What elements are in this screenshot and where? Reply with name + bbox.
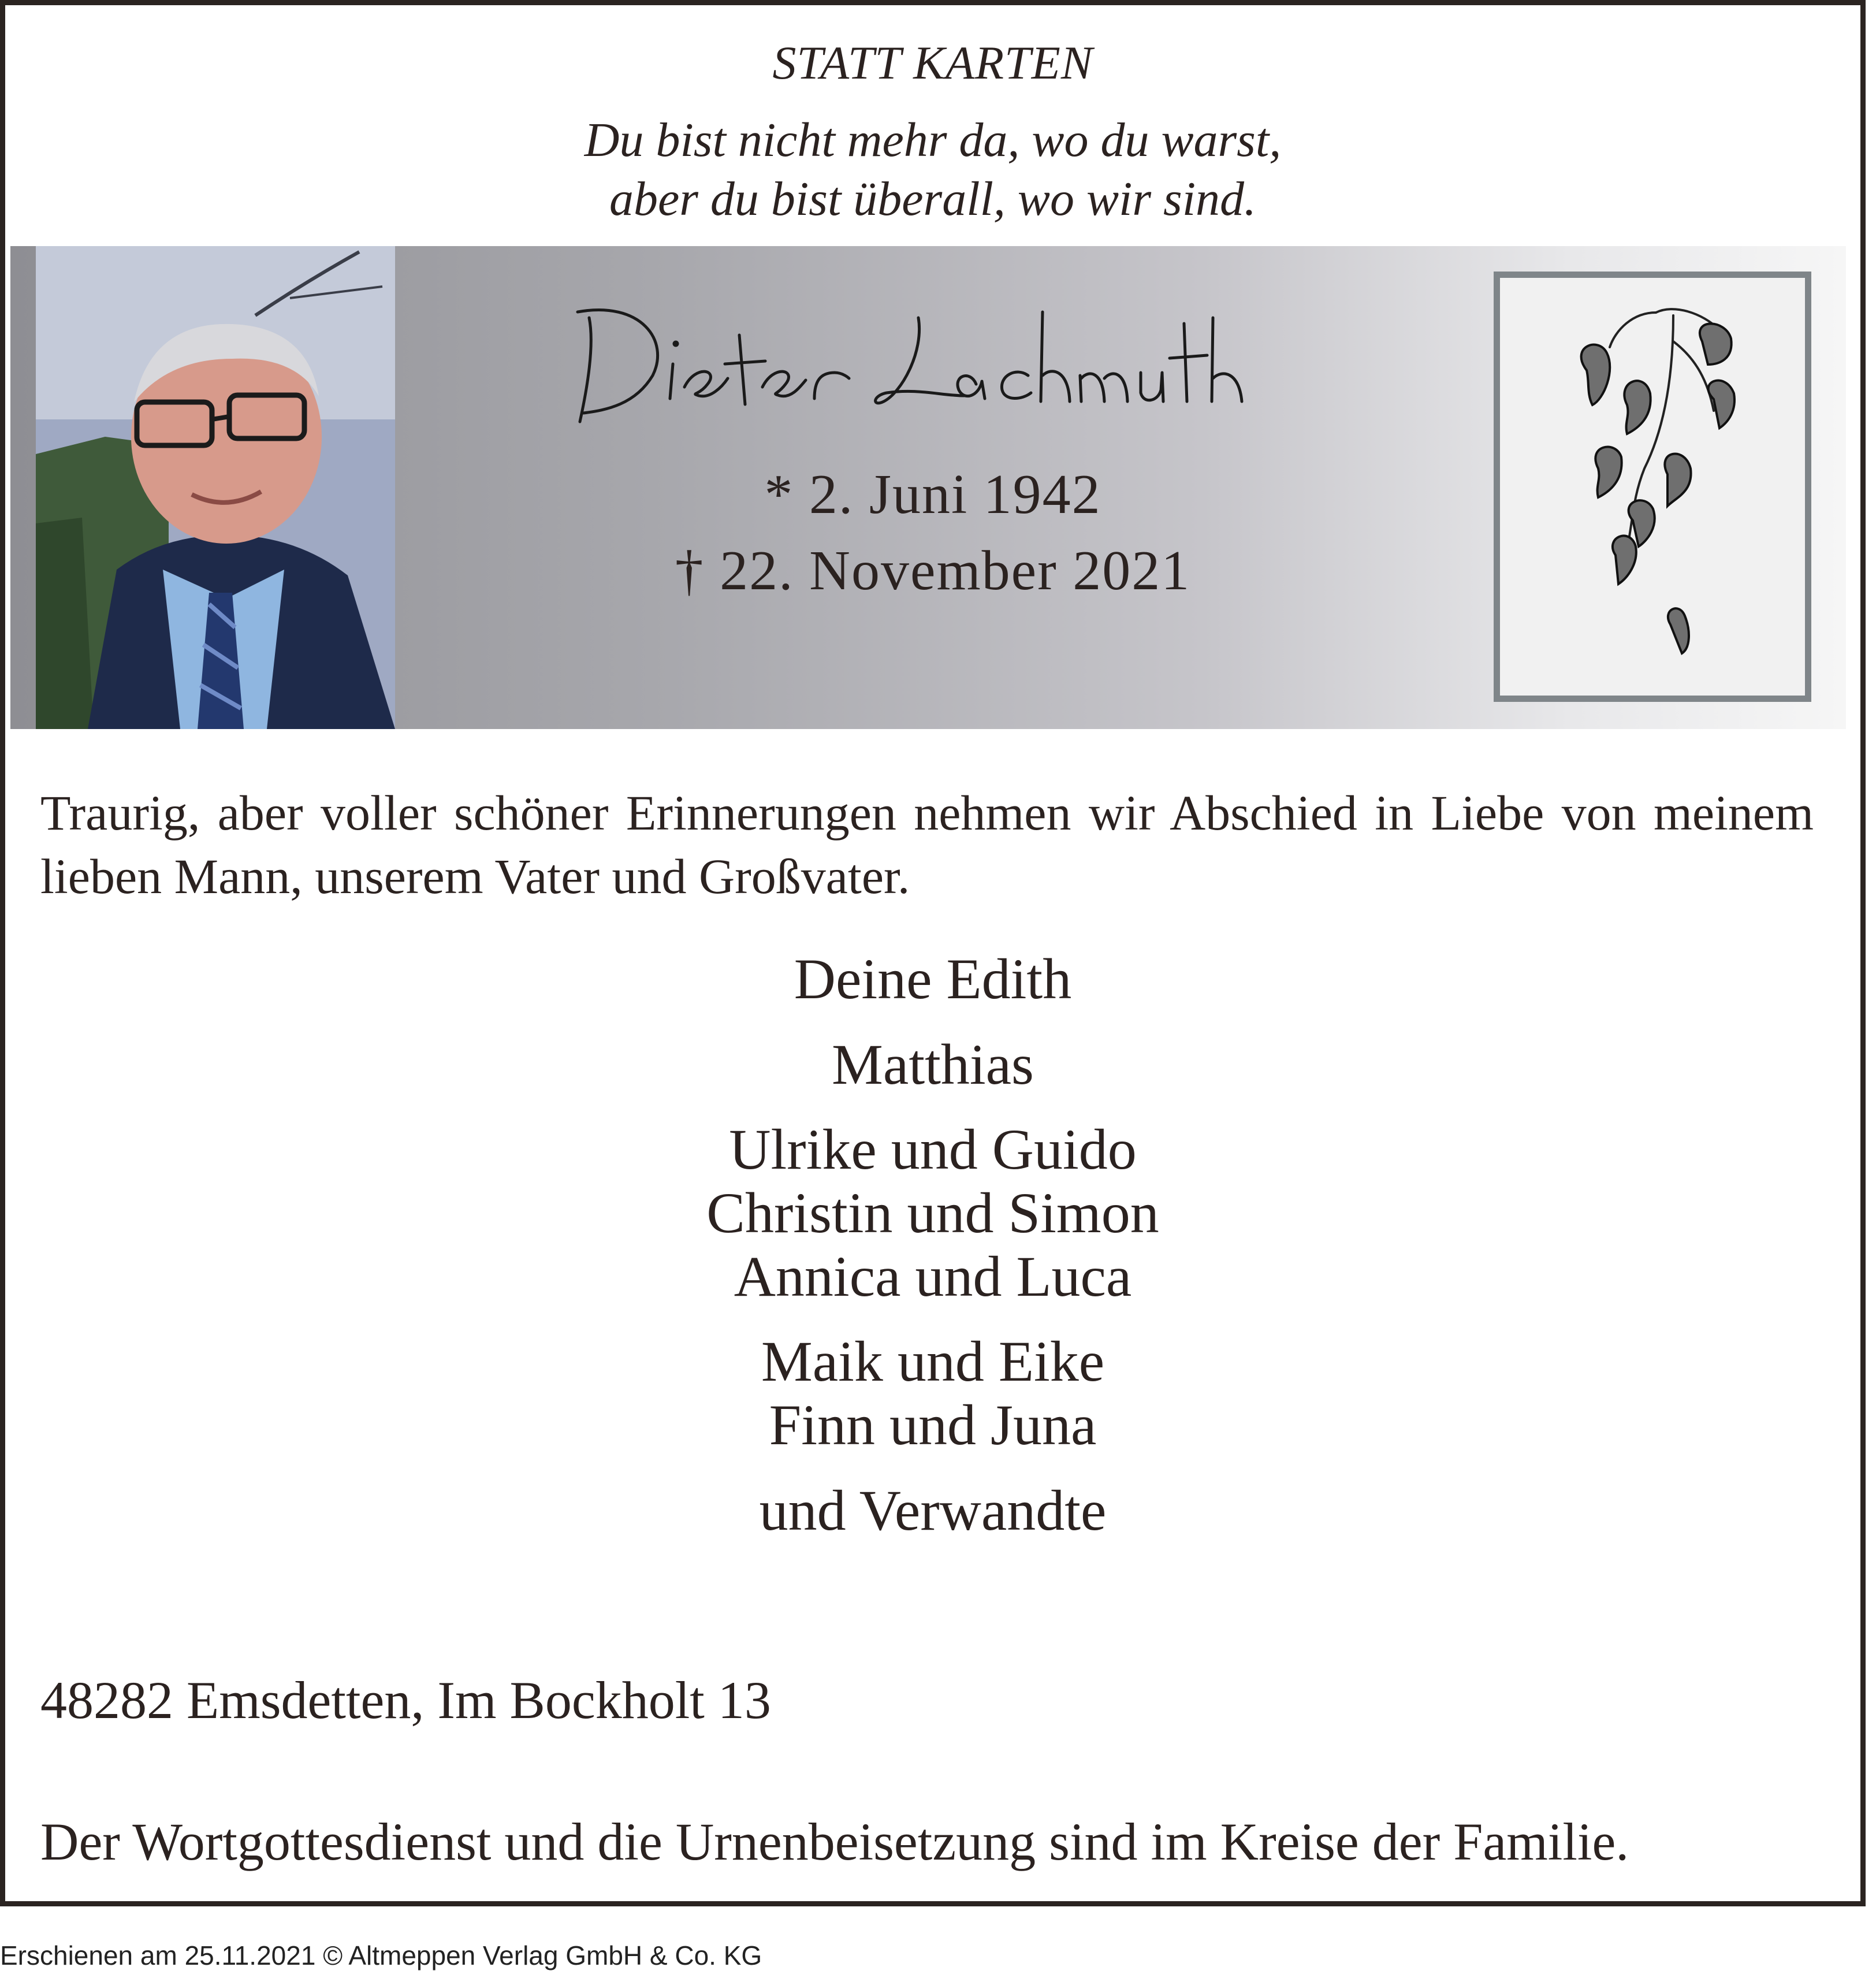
mourner-line-6: Maik und Eike [761,1329,1105,1393]
quote-line-1: Du bist nicht mehr da, wo du warst, [584,113,1282,167]
family-address: 48282 Emsdetten, Im Bockholt 13 [40,1671,771,1730]
publication-footer: Erschienen am 25.11.2021 © Altmeppen Verlag GmbH & Co. KG [0,1940,762,1970]
mourner-line-8: und Verwandte [759,1478,1107,1542]
mourner-line-5: Annica und Luca [734,1244,1132,1308]
mourner-line-3: Ulrike und Guido [729,1117,1137,1181]
signature-name [572,277,1276,439]
mourner-line-2: Matthias [832,1032,1034,1096]
header-title: STATT KARTEN [772,36,1093,89]
memorial-quote [0,111,1866,229]
intro-text: Traurig, aber voller schöner Erinnerungen nehmen wir Abschied in Liebe von meinem lieben Mann, unserem Vater und Großvater. [40,785,1814,904]
death-date: † 22. November 2021 [675,540,1191,602]
quote-line-2: aber du bist überall, wo wir sind. [609,172,1257,226]
leaf-emblem-frame [1494,272,1811,702]
mourner-line-4: Christin und Simon [706,1181,1159,1245]
birch-leaf-icon [1500,278,1805,696]
mourner-line-7: Finn und Juna [769,1393,1097,1457]
mourner-line-1: Deine Edith [794,947,1072,1011]
service-notice: Der Wortgottesdienst und die Urnenbeisetzung sind im Kreise der Familie. [40,1812,1629,1871]
birth-date: * 2. Juni 1942 [764,463,1101,526]
